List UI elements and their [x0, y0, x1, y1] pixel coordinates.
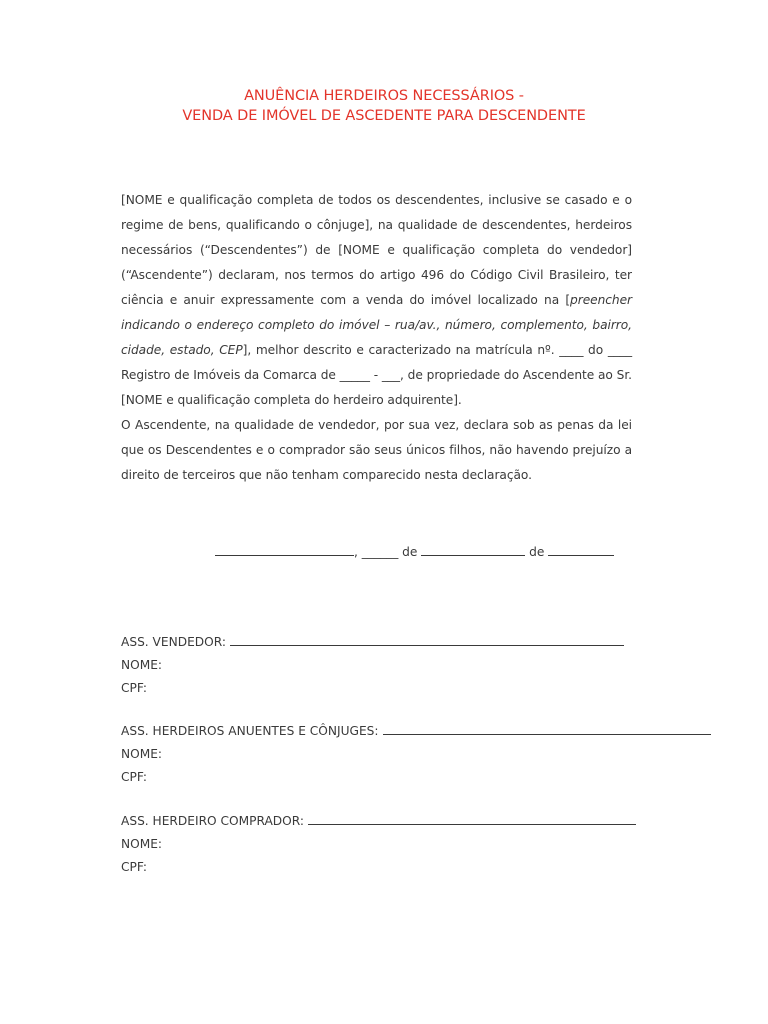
year-blank: [548, 543, 614, 556]
paragraph-italic-instruction: preencher indicando o endereço completo do imóvel – rua/av., número, complemento, bairro, cidade, estado, CEP: [121, 293, 632, 357]
cpf-label: CPF:: [121, 770, 148, 784]
title-line-2: VENDA DE IMÓVEL DE ASCEDENTE PARA DESCENDENTE: [182, 108, 586, 124]
date-line: [215, 543, 614, 559]
signature-line: [230, 633, 624, 646]
date-de-2: de: [525, 545, 549, 559]
signature-label: ASS. HERDEIROS ANUENTES E CÔNJUGES:: [121, 724, 379, 738]
signature-block-heirs: [121, 720, 711, 789]
signature-line: [383, 722, 711, 735]
signature-block-buyer: [121, 810, 636, 879]
month-blank: [421, 543, 525, 556]
date-de-1: de: [398, 545, 422, 559]
paragraph-part-1: [NOME e qualificação completa de todos os descendentes, inclusive se casado e o regime de bens, qualificando o cônjuge], na qualidade de descendentes, herdeiros necessários (“Descendentes”) de [NOME e qualificação completa do vendedor] (“Ascendente”) declaram, nos termos do artigo 496 do Código Civil Brasileiro, ter ciência e anuir expressamente com a venda do imóvel localizado na [: [121, 193, 632, 307]
place-blank: [215, 543, 354, 556]
signature-label: ASS. HERDEIRO COMPRADOR:: [121, 814, 304, 828]
paragraph-part-3: O Ascendente, na qualidade de vendedor, por sua vez, declara sob as penas da lei que os Descendentes e o comprador são seus únicos filhos, não havendo prejuízo a direito de terceiros que não tenham comparecido nesta declaração.: [121, 418, 632, 482]
nome-label: NOME:: [121, 747, 163, 761]
title-line-1: ANUÊNCIA HERDEIROS NECESSÁRIOS -: [244, 88, 524, 104]
date-comma: ,: [354, 545, 362, 559]
cpf-label: CPF:: [121, 681, 148, 695]
nome-label: NOME:: [121, 658, 163, 672]
signature-line: [308, 812, 636, 825]
declaration-paragraph: [121, 188, 632, 488]
document-title: [0, 86, 768, 126]
signature-label: ASS. VENDEDOR:: [121, 635, 226, 649]
paragraph-part-2: ], melhor descrito e caracterizado na matrícula nº. ____ do ____ Registro de Imóveis da Comarca de _____ - ___, de propriedade do Ascendente ao Sr. [NOME e qualificação completa do herdeiro adquirente].: [121, 343, 633, 407]
day-blank: ______: [361, 545, 399, 559]
cpf-label: CPF:: [121, 860, 148, 874]
signature-block-seller: [121, 631, 624, 700]
nome-label: NOME:: [121, 837, 163, 851]
